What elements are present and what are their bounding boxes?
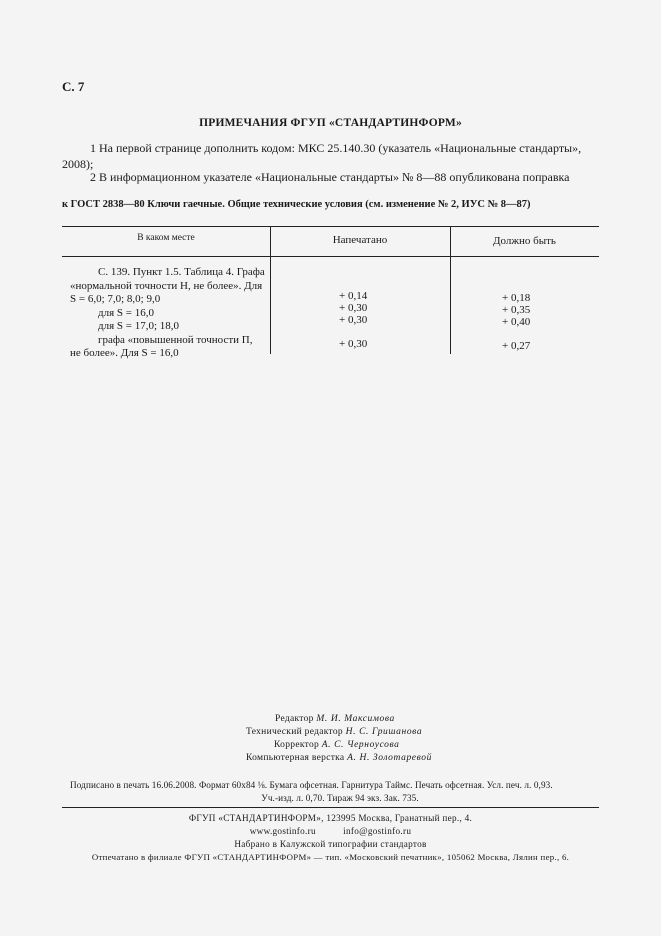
- table-header-rule: [62, 256, 599, 257]
- should-be-value: + 0,27: [502, 340, 531, 352]
- print-info: [70, 779, 610, 805]
- should-be-value: + 0,40: [502, 316, 531, 328]
- printed-value: + 0,30: [339, 302, 368, 314]
- credits-block: [200, 713, 480, 765]
- place-line: не более». Для S = 16,0: [70, 347, 179, 359]
- publisher-block: [62, 812, 599, 864]
- print-info-line-2: Уч.-изд. л. 0,70. Тираж 94 экз. Зак. 735.: [261, 793, 419, 803]
- place-line: графа «повышенной точности П,: [98, 333, 253, 346]
- printed-value: + 0,30: [339, 338, 368, 350]
- notes-item-2-text: 2 В информационном указателе «Национальные стандарты» № 8—88 опубликована поправка: [90, 170, 570, 184]
- credit-editor: Редактор М. И. Максимова: [275, 714, 395, 724]
- place-line: С. 139. Пункт 1.5. Таблица 4. Графа: [98, 266, 265, 278]
- publisher-website[interactable]: www.gostinfo.ru: [249, 826, 316, 836]
- publisher-contacts: [62, 825, 599, 838]
- place-cell: [70, 266, 268, 361]
- should-be-value: + 0,18: [502, 292, 531, 304]
- print-info-line-1: Подписано в печать 16.06.2008. Формат 60x84 ⅛. Бумага офсетная. Гарнитура Таймс. Печать офсетная. Усл. печ. л. 0,93.: [70, 780, 553, 790]
- printed-value: + 0,30: [339, 314, 368, 326]
- publisher-email[interactable]: info@gostinfo.ru: [343, 826, 412, 836]
- publisher-line-3: Набрано в Калужской типографии стандартов: [234, 839, 427, 849]
- header-place: В каком месте: [137, 233, 195, 243]
- notes-item-1-line-2: 2008);: [62, 157, 94, 171]
- notes-heading: ПРИМЕЧАНИЯ ФГУП «СТАНДАРТИНФОРМ»: [199, 117, 462, 129]
- credit-layout: Компьютерная верстка А. Н. Золотаревой: [246, 753, 432, 763]
- page-number: С. 7: [62, 79, 85, 94]
- place-line: S = 6,0; 7,0; 8,0; 9,0: [70, 293, 161, 305]
- place-line: для S = 17,0; 18,0: [98, 320, 180, 332]
- table-top-rule: [62, 226, 599, 227]
- place-line: «нормальной точности Н, не более». Для: [70, 279, 263, 292]
- header-should-be: Должно быть: [493, 235, 556, 247]
- notes-item-1: [62, 140, 602, 172]
- should-be-value: + 0,35: [502, 304, 531, 316]
- place-line: для S = 16,0: [98, 306, 154, 319]
- publisher-line-4: Отпечатано в филиале ФГУП «СТАНДАРТИНФОРМ» — тип. «Московский печатник», 105062 Москва, Лялин пер., 6.: [91, 852, 570, 862]
- credit-corrector: Корректор А. С. Черноусова: [274, 740, 400, 750]
- credit-tech-editor: Технический редактор Н. С. Гришанова: [246, 727, 423, 737]
- notes-item-2: [62, 169, 602, 185]
- footer-rule: [62, 807, 599, 808]
- amendment-title: к ГОСТ 2838—80 Ключи гаечные. Общие технические условия (см. изменение № 2, ИУС № 8—87): [62, 199, 531, 210]
- publisher-line-1: ФГУП «СТАНДАРТИНФОРМ», 123995 Москва, Гранатный пер., 4.: [188, 813, 473, 823]
- notes-item-1-line-1: 1 На первой странице дополнить кодом: МКС 25.140.30 (указатель «Национальные стандарты»,: [90, 141, 582, 155]
- header-printed: Напечатано: [332, 234, 388, 246]
- printed-value: + 0,14: [339, 290, 368, 302]
